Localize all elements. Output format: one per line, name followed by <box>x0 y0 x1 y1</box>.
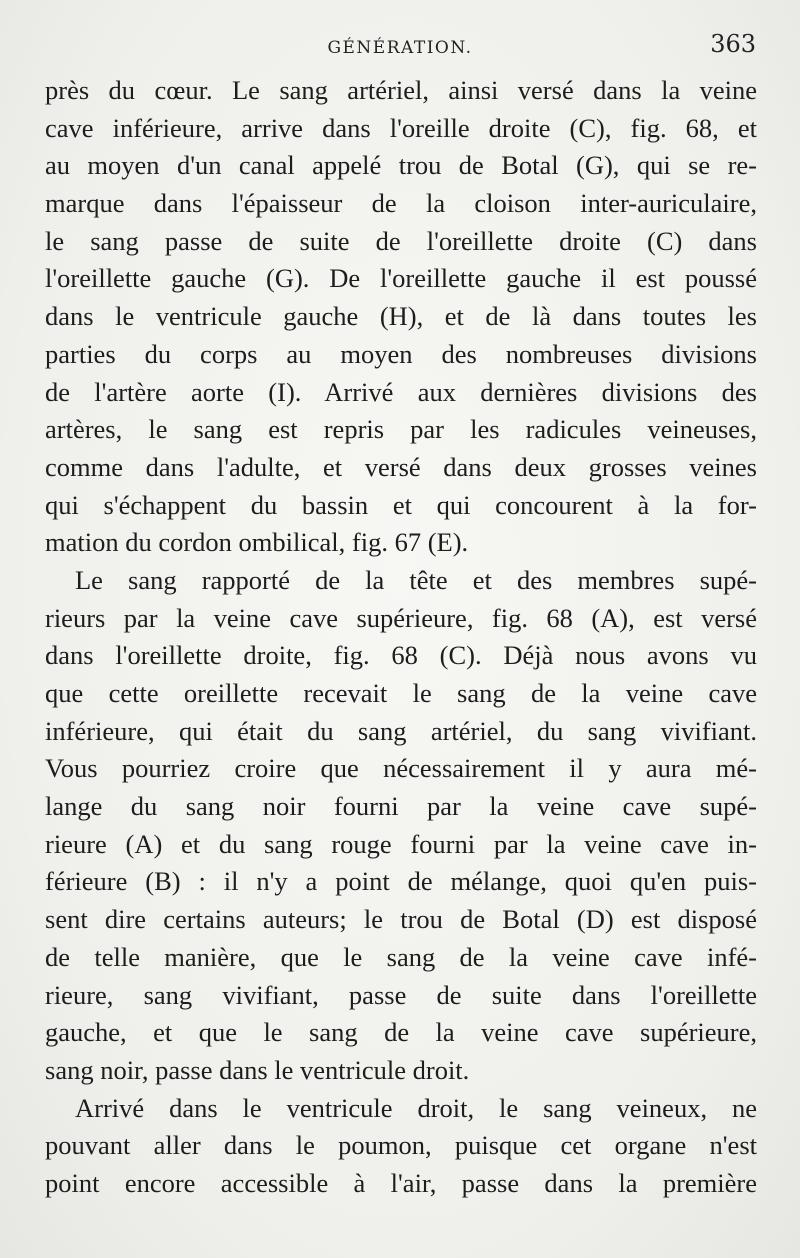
text-line: comme dans l'adulte, et versé dans deux grosses veines <box>45 451 757 482</box>
text-line: marque dans l'épaisseur de la cloison inter-auriculaire, <box>45 188 757 219</box>
paragraph-last-line: sang noir, passe dans le ventricule droit. <box>45 1054 470 1085</box>
text-line: que cette oreillette recevait le sang de la veine cave <box>45 678 757 708</box>
page-number: 363 <box>710 30 756 58</box>
running-title: GÉNÉRATION. <box>327 38 473 58</box>
paragraph-first-line: Arrivé dans le ventricule droit, le sang veineux, ne <box>75 1092 757 1123</box>
text-line: dans le ventricule gauche (H), et de là dans toutes les <box>45 301 757 332</box>
text-line: près du cœur. Le sang artériel, ainsi versé dans la veine <box>45 75 757 105</box>
text-line: rieure, sang vivifiant, passe de suite dans l'oreillette <box>45 979 757 1010</box>
text-line: férieure (B) : il n'y a point de mélange, quoi qu'en puis- <box>45 866 757 897</box>
text-line: l'oreillette gauche (G). De l'oreillette gauche il est poussé <box>45 263 757 294</box>
text-line: gauche, et que le sang de la veine cave supérieure, <box>45 1017 757 1048</box>
text-line: cave inférieure, arrive dans l'oreille droite (C), fig. 68, et <box>45 112 757 143</box>
paragraph-first-line: Le sang rapporté de la tête et des membres supé- <box>75 564 757 595</box>
text-line: point encore accessible à l'air, passe dans la première <box>45 1167 757 1198</box>
text-line: Vous pourriez croire que nécessairement il y aura mé- <box>45 753 757 784</box>
text-line: rieurs par la veine cave supérieure, fig. 68 (A), est versé <box>45 602 757 633</box>
text-line: pouvant aller dans le poumon, puisque cet organe n'est <box>45 1130 757 1161</box>
text-line: artères, le sang est repris par les radicules veineuses, <box>45 414 757 445</box>
body-text <box>45 72 757 1203</box>
text-line: dans l'oreillette droite, fig. 68 (C). Déjà nous avons vu <box>45 640 757 671</box>
text-line: rieure (A) et du sang rouge fourni par la veine cave in- <box>45 828 757 859</box>
paragraph-last-line: mation du cordon ombilical, fig. 67 (E). <box>45 527 469 558</box>
text-line: qui s'échappent du bassin et qui concourent à la for- <box>45 489 757 520</box>
text-line: au moyen d'un canal appelé trou de Botal (G), qui se re- <box>45 150 757 181</box>
page-header <box>0 30 800 64</box>
text-line: de l'artère aorte (I). Arrivé aux dernières divisions des <box>45 376 757 407</box>
text-line: de telle manière, que le sang de la veine cave infé- <box>45 941 757 972</box>
text-line: lange du sang noir fourni par la veine cave supé- <box>45 791 757 822</box>
text-line: sent dire certains auteurs; le trou de Botal (D) est disposé <box>45 904 757 935</box>
text-line: le sang passe de suite de l'oreillette droite (C) dans <box>45 225 757 256</box>
text-line: inférieure, qui était du sang artériel, du sang vivifiant. <box>45 715 757 746</box>
text-line: parties du corps au moyen des nombreuses divisions <box>45 338 757 369</box>
